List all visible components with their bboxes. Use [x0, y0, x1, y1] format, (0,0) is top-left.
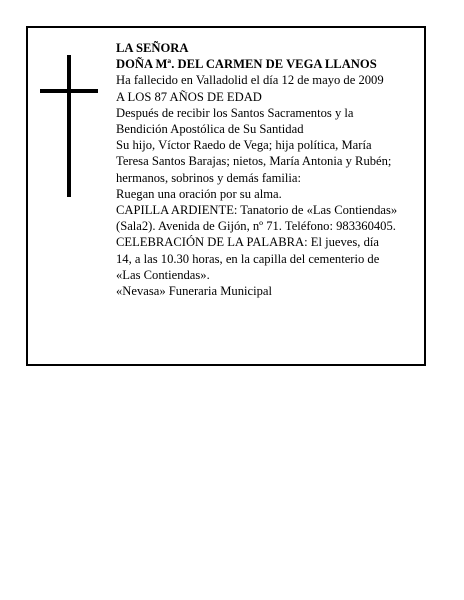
age-line: A LOS 87 AÑOS DE EDAD — [116, 89, 262, 104]
chapel-line-1: CAPILLA ARDIENTE: Tanatorio de «Las Contiendas» — [116, 203, 398, 218]
obituary-notice — [26, 26, 426, 366]
cross-vertical-bar — [67, 55, 71, 197]
death-place-date: Ha fallecido en Valladolid el día 12 de mayo de 2009 — [116, 73, 384, 88]
sacraments-line-1: Después de recibir los Santos Sacramentos y la — [116, 105, 354, 120]
deceased-name: DOÑA Mª. DEL CARMEN DE VEGA LLANOS — [116, 57, 377, 72]
family-line-2: Teresa Santos Barajas; nietos, María Antonia y Rubén; — [116, 154, 392, 169]
family-line-3: hermanos, sobrinos y demás familia: — [116, 170, 302, 185]
honorific-line: LA SEÑORA — [116, 41, 189, 55]
sacraments-line-2: Bendición Apostólica de Su Santidad — [116, 122, 304, 137]
cross-horizontal-bar — [40, 89, 98, 93]
family-line-1: Su hijo, Víctor Raedo de Vega; hija política, María — [116, 138, 372, 153]
prayer-request: Ruegan una oración por su alma. — [116, 186, 282, 201]
cross-icon — [40, 55, 98, 197]
ceremony-line-3: «Las Contiendas». — [116, 267, 210, 282]
notice-text — [116, 40, 428, 299]
ceremony-line-2: 14, a las 10.30 horas, en la capilla del cementerio de — [116, 251, 380, 266]
funeral-home: «Nevasa» Funeraria Municipal — [116, 284, 272, 299]
ceremony-line-1: CELEBRACIÓN DE LA PALABRA: El jueves, día — [116, 235, 379, 250]
chapel-line-2: (Sala2). Avenida de Gijón, nº 71. Teléfono: 983360405. — [116, 219, 396, 234]
